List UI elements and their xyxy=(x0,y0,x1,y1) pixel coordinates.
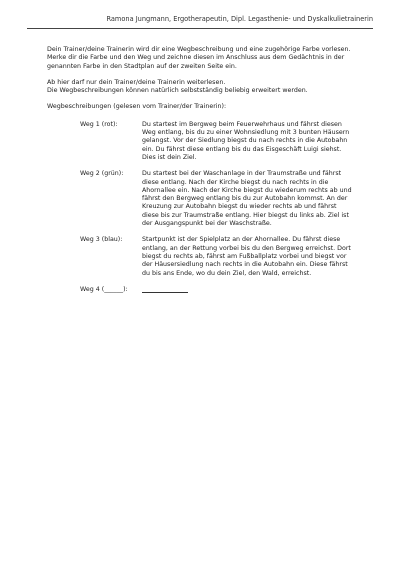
route-item-1 xyxy=(80,121,355,162)
route-description: Du startest bei der Waschanlage in der Traumstraße und fährst diese entlang. Nach der Kirche biegst du nach rechts in die Ahornallee ein. Nach der Kirche biegst du wiederum rechts ab und fährst den Bergweg entlang bis du zur Autobahn kommst. An der Kreuzung zur Autobahn biegst du wieder rechts ab und fährst diese bis zur Traumstraße entlang. Hier biegst du links ab. Ziel ist der Ausgangspunkt bei der Waschstraße. xyxy=(142,170,352,228)
trainer-only-notice: Ab hier darf nur dein Trainer/deine Trainerin weiterlesen. xyxy=(47,78,226,86)
route-item-4 xyxy=(80,286,355,296)
route-item-3 xyxy=(80,236,355,277)
route-description: Du startest im Bergweg beim Feuerwehrhaus und fährst diesen Weg entlang, bis du zu einer Wohnsiedlung mit 3 bunten Häusern gelangst. Vor der Siedlung biegst du nach rechts in die Autobahn ein. Du fährst diese entlang bis du das Eisgeschäft Luigi siehst. Dies ist dein Ziel. xyxy=(142,120,350,161)
header-divider xyxy=(27,28,373,29)
blank-fill-line xyxy=(142,286,188,293)
route-item-2 xyxy=(80,170,355,228)
document-body xyxy=(47,46,355,304)
route-label: Weg 3 (blau): xyxy=(80,236,123,244)
page-header: Ramona Jungmann, Ergotherapeutin, Dipl. Legasthenie- und Dyskalkulietrainerin xyxy=(106,15,373,23)
route-list xyxy=(80,121,355,296)
section-title: Wegbeschreibungen (gelesen vom Trainer/der Trainerin): xyxy=(47,103,227,111)
route-fill-in-area xyxy=(142,286,355,296)
route-description: Startpunkt ist der Spielplatz an der Ahornallee. Du fährst diese entlang, an der Rettung vorbei bis du den Bergweg erreichst. Dort biegst du rechts ab, fährst am Fußballplatz vorbei und biegst vor der Häusersiedlung nach rechts in die Autobahn ein. Diese fährst du bis ans Ende, wo du dein Ziel, den Wald, erreichst. xyxy=(142,236,351,277)
route-label: Weg 1 (rot): xyxy=(80,120,118,128)
extension-note: Die Wegbeschreibungen können natürlich selbstständig beliebig erweitert werden. xyxy=(47,87,308,95)
route-label: Weg 4 (______): xyxy=(80,285,128,293)
instruction-paragraph: Dein Trainer/deine Trainerin wird dir eine Wegbeschreibung und eine zugehörige Farbe vorlesen. Merke dir die Farbe und den Weg und zeichne diesen im Anschluss aus dem Gedächtnis in der genannten Farbe in den Stadtplan auf der zweiten Seite ein. xyxy=(47,46,351,70)
route-label: Weg 2 (grün): xyxy=(80,170,124,178)
